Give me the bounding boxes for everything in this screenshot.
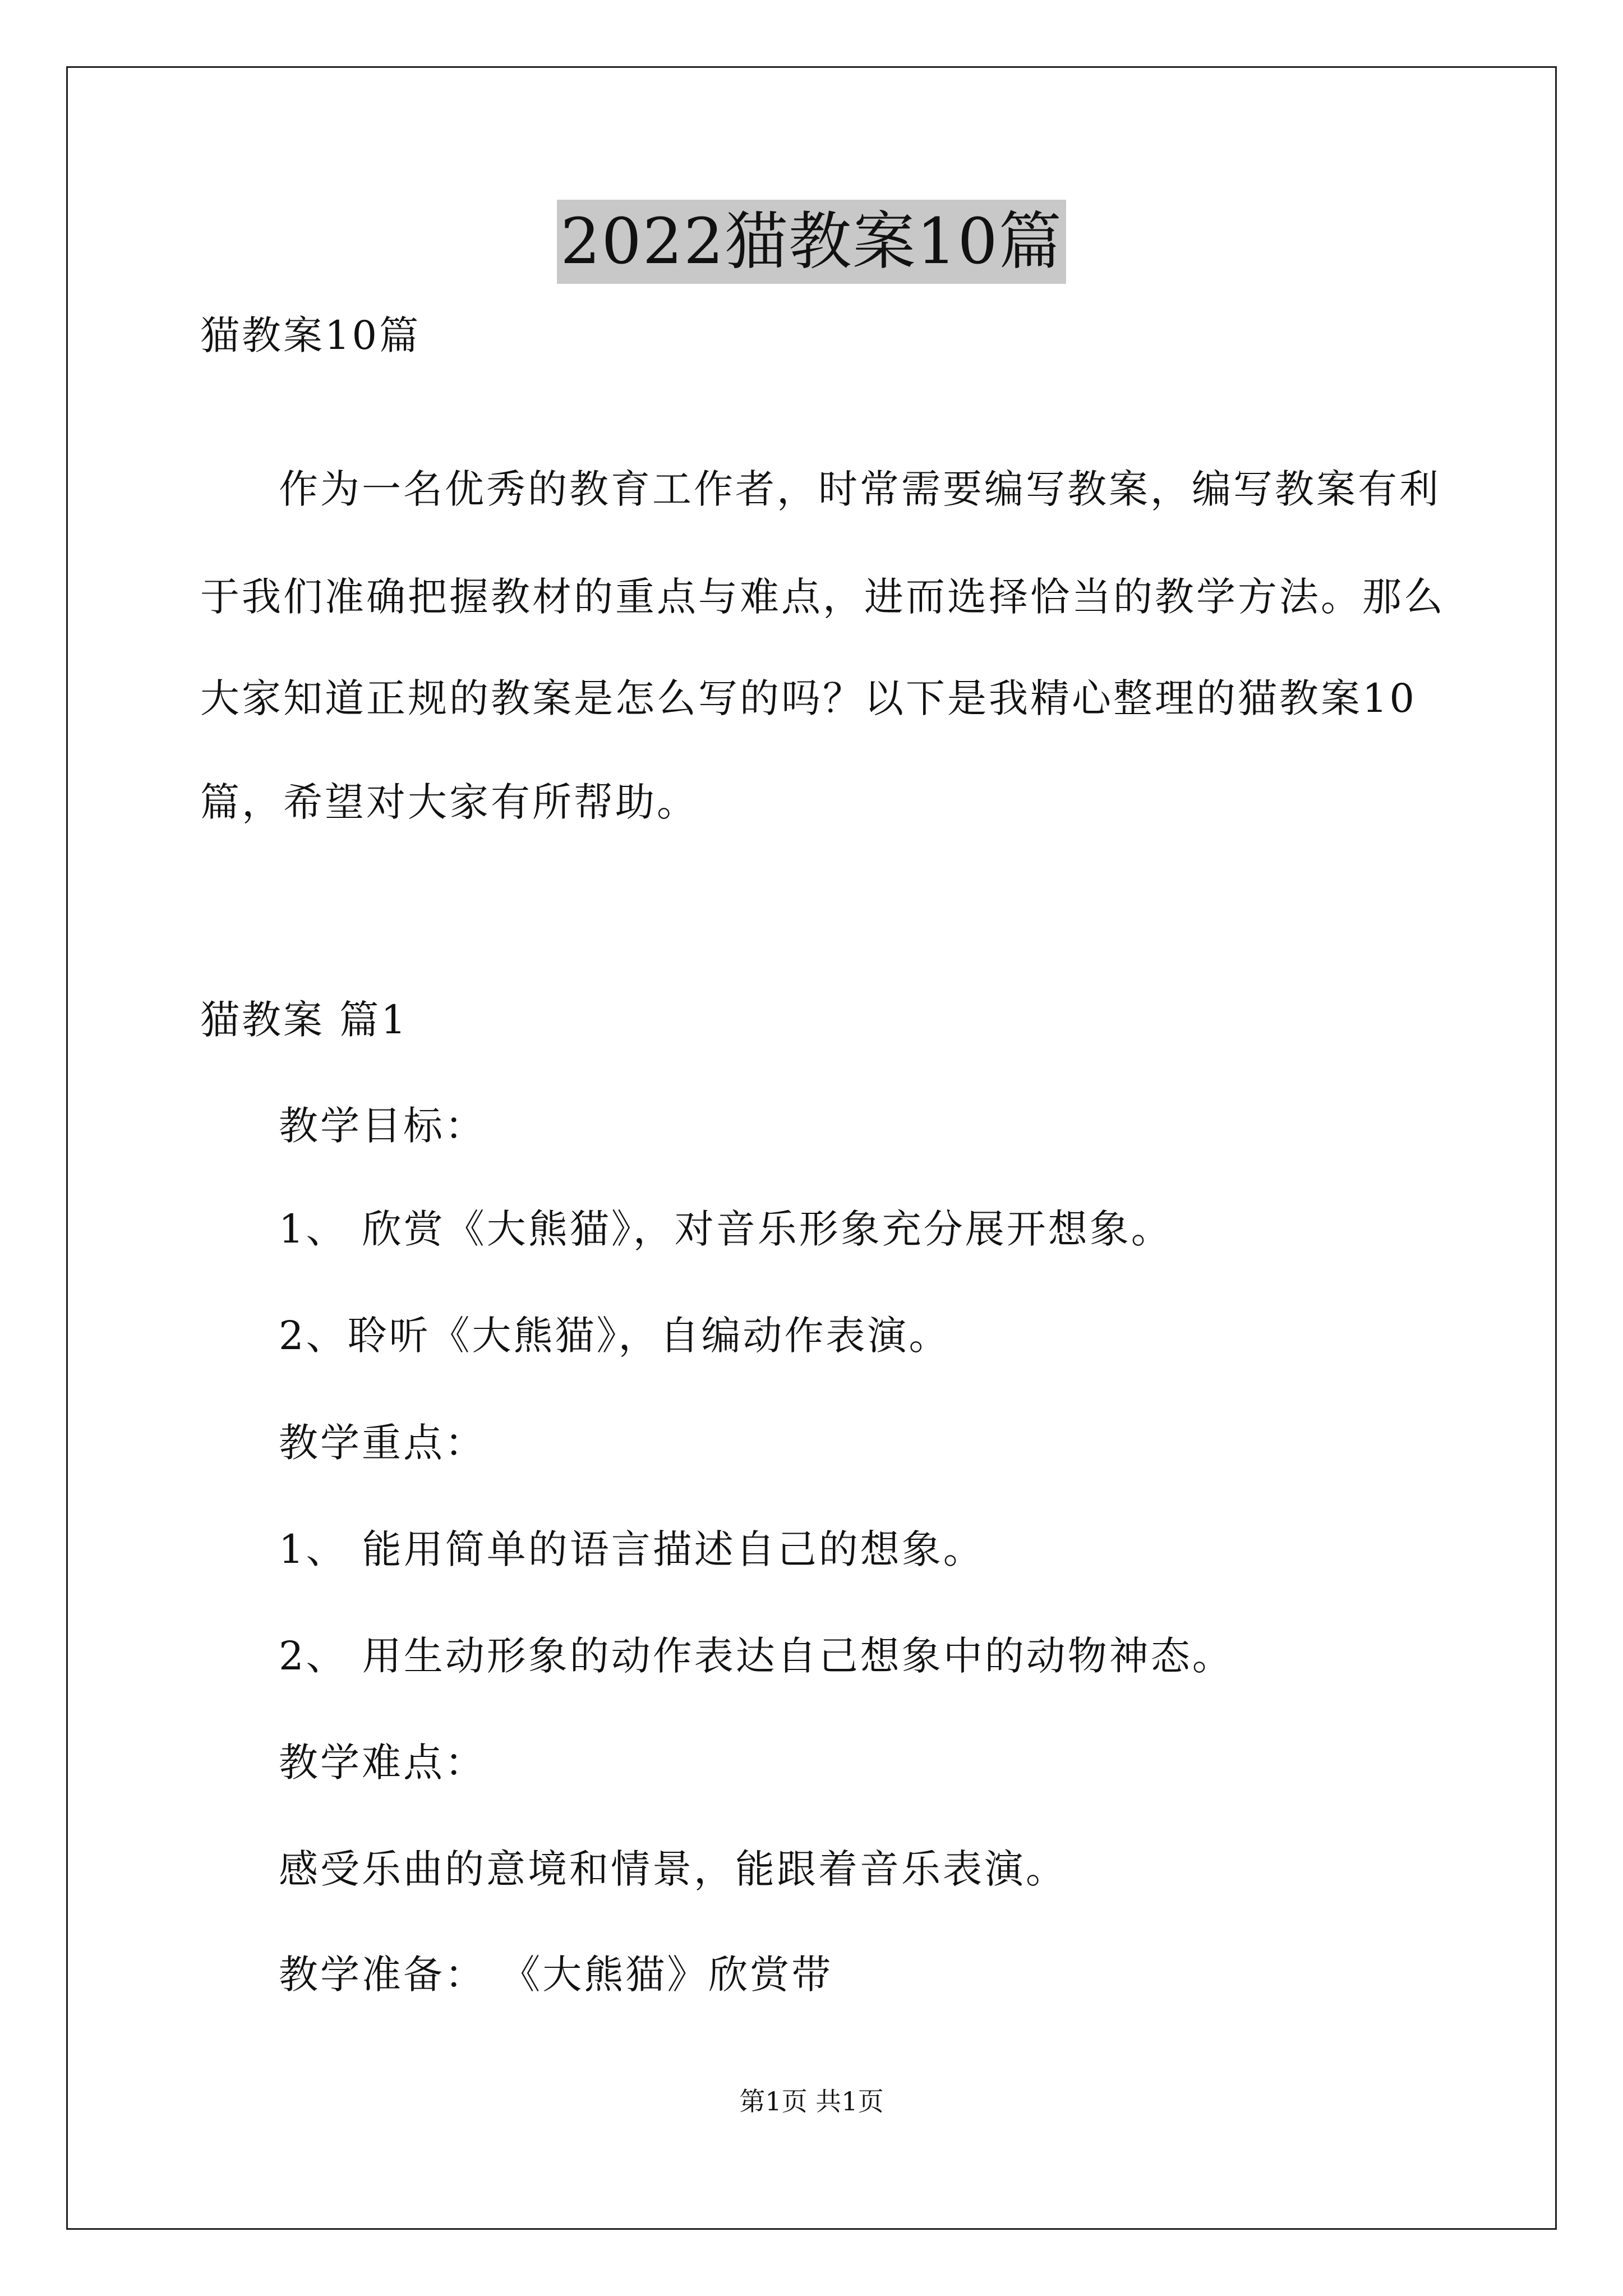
section-heading: 猫教案 篇1 <box>200 997 408 1043</box>
section-line: 1、 欣赏《大熊猫》，对音乐形象充分展开想象。 <box>279 1206 1173 1252</box>
section-line-teaching-goals: 教学目标： <box>279 1103 486 1149</box>
intro-line: 大家知道正规的教案是怎么写的吗？以下是我精心整理的猫教案10 <box>200 675 1417 721</box>
intro-line: 作为一名优秀的教育工作者，时常需要编写教案，编写教案有利 <box>279 466 1441 512</box>
page-footer: 第1页 共1页 <box>739 2086 884 2116</box>
section-line: 感受乐曲的意境和情景，能跟着音乐表演。 <box>279 1846 1067 1892</box>
intro-line: 于我们准确把握教材的重点与难点，进而选择恰当的教学方法。那么 <box>200 574 1445 620</box>
intro-line: 篇，希望对大家有所帮助。 <box>200 779 698 825</box>
section-line: 2、 用生动形象的动作表达自己想象中的动物神态。 <box>279 1633 1234 1679</box>
section-line-difficulties: 教学难点： <box>279 1740 486 1786</box>
section-line: 1、 能用简单的语言描述自己的想象。 <box>279 1526 985 1572</box>
section-line-key-points: 教学重点： <box>279 1420 486 1466</box>
section-line: 2、聆听《大熊猫》，自编动作表演。 <box>279 1313 951 1359</box>
document-subtitle: 猫教案10篇 <box>200 312 421 358</box>
section-line-preparation: 教学准备： 《大熊猫》欣赏带 <box>279 1952 833 1998</box>
document-title: 2022猫教案10篇 <box>557 200 1066 284</box>
title-container <box>0 200 1623 284</box>
